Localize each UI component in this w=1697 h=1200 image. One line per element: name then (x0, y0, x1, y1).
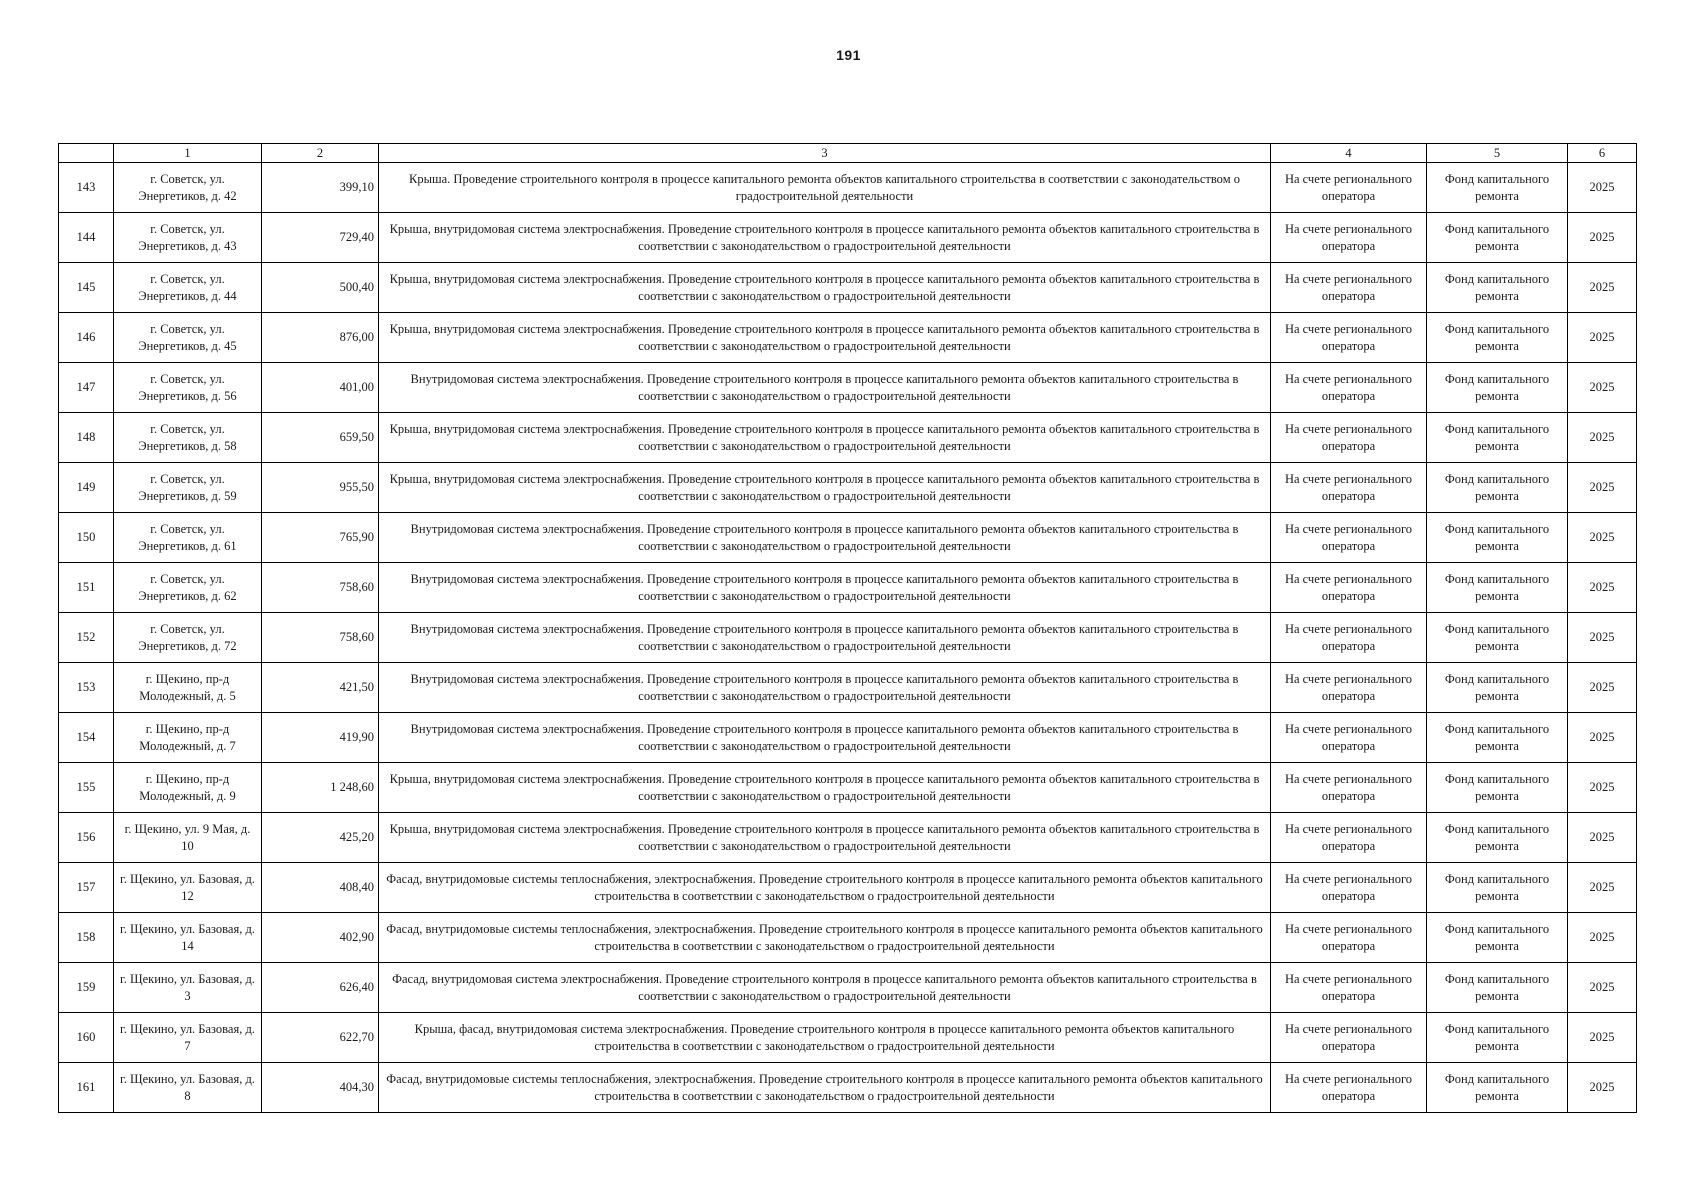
table-row (59, 763, 1637, 813)
account-cell: На счете регионального оператора (1271, 763, 1427, 813)
table-row (59, 713, 1637, 763)
column-header: 1 (114, 144, 262, 163)
table-row (59, 363, 1637, 413)
fund-cell: Фонд капитального ремонта (1427, 213, 1568, 263)
account-cell: На счете регионального оператора (1271, 813, 1427, 863)
table-row (59, 513, 1637, 563)
year-cell: 2025 (1568, 263, 1637, 313)
works-cell: Крыша, внутридомовая система электроснабжения. Проведение строительного контроля в процессе капитального ремонта объектов капитального строительства в соответствии с законодательством о градостроительной деятельности (379, 413, 1271, 463)
year-cell: 2025 (1568, 413, 1637, 463)
area-cell: 1 248,60 (262, 763, 379, 813)
row-number: 147 (59, 363, 114, 413)
area-cell: 955,50 (262, 463, 379, 513)
year-cell: 2025 (1568, 313, 1637, 363)
year-cell: 2025 (1568, 163, 1637, 213)
address-cell: г. Щекино, ул. Базовая, д. 12 (114, 863, 262, 913)
works-cell: Внутридомовая система электроснабжения. Проведение строительного контроля в процессе капитального ремонта объектов капитального строительства в соответствии с законодательством о градостроительной деятельности (379, 363, 1271, 413)
works-cell: Фасад, внутридомовые системы теплоснабжения, электроснабжения. Проведение строительного контроля в процессе капитального ремонта объектов капитального строительства в соответствии с законодательством о градостроительной деятельности (379, 1063, 1271, 1113)
area-cell: 425,20 (262, 813, 379, 863)
row-number: 154 (59, 713, 114, 763)
year-cell: 2025 (1568, 913, 1637, 963)
table-row (59, 813, 1637, 863)
row-number: 150 (59, 513, 114, 563)
address-cell: г. Советск, ул. Энергетиков, д. 56 (114, 363, 262, 413)
works-cell: Внутридомовая система электроснабжения. Проведение строительного контроля в процессе капитального ремонта объектов капитального строительства в соответствии с законодательством о градостроительной деятельности (379, 613, 1271, 663)
account-cell: На счете регионального оператора (1271, 213, 1427, 263)
column-number-row (59, 144, 1637, 163)
area-cell: 421,50 (262, 663, 379, 713)
year-cell: 2025 (1568, 1013, 1637, 1063)
area-cell: 659,50 (262, 413, 379, 463)
column-header-blank (59, 144, 114, 163)
works-cell: Фасад, внутридомовые системы теплоснабжения, электроснабжения. Проведение строительного контроля в процессе капитального ремонта объектов капитального строительства в соответствии с законодательством о градостроительной деятельности (379, 863, 1271, 913)
address-cell: г. Щекино, пр-д Молодежный, д. 9 (114, 763, 262, 813)
account-cell: На счете регионального оператора (1271, 313, 1427, 363)
address-cell: г. Щекино, ул. 9 Мая, д. 10 (114, 813, 262, 863)
address-cell: г. Щекино, пр-д Молодежный, д. 5 (114, 663, 262, 713)
area-cell: 626,40 (262, 963, 379, 1013)
works-cell: Внутридомовая система электроснабжения. Проведение строительного контроля в процессе капитального ремонта объектов капитального строительства в соответствии с законодательством о градостроительной деятельности (379, 713, 1271, 763)
works-cell: Фасад, внутридомовая система электроснабжения. Проведение строительного контроля в процессе капитального ремонта объектов капитального строительства в соответствии с законодательством о градостроительной деятельности (379, 963, 1271, 1013)
area-cell: 876,00 (262, 313, 379, 363)
year-cell: 2025 (1568, 563, 1637, 613)
area-cell: 500,40 (262, 263, 379, 313)
row-number: 159 (59, 963, 114, 1013)
fund-cell: Фонд капитального ремонта (1427, 313, 1568, 363)
address-cell: г. Советск, ул. Энергетиков, д. 43 (114, 213, 262, 263)
row-number: 156 (59, 813, 114, 863)
capital-repair-table (58, 143, 1637, 1113)
row-number: 146 (59, 313, 114, 363)
fund-cell: Фонд капитального ремонта (1427, 563, 1568, 613)
account-cell: На счете регионального оператора (1271, 663, 1427, 713)
year-cell: 2025 (1568, 663, 1637, 713)
table-row (59, 463, 1637, 513)
fund-cell: Фонд капитального ремонта (1427, 763, 1568, 813)
account-cell: На счете регионального оператора (1271, 363, 1427, 413)
table-row (59, 963, 1637, 1013)
year-cell: 2025 (1568, 463, 1637, 513)
account-cell: На счете регионального оператора (1271, 863, 1427, 913)
account-cell: На счете регионального оператора (1271, 963, 1427, 1013)
table-row (59, 563, 1637, 613)
works-cell: Крыша, фасад, внутридомовая система электроснабжения. Проведение строительного контроля в процессе капитального ремонта объектов капитального строительства в соответствии с законодательством о градостроительной деятельности (379, 1013, 1271, 1063)
table-row (59, 863, 1637, 913)
address-cell: г. Советск, ул. Энергетиков, д. 59 (114, 463, 262, 513)
address-cell: г. Советск, ул. Энергетиков, д. 72 (114, 613, 262, 663)
account-cell: На счете регионального оператора (1271, 563, 1427, 613)
row-number: 160 (59, 1013, 114, 1063)
area-cell: 404,30 (262, 1063, 379, 1113)
year-cell: 2025 (1568, 813, 1637, 863)
account-cell: На счете регионального оператора (1271, 513, 1427, 563)
column-header: 2 (262, 144, 379, 163)
table-row (59, 313, 1637, 363)
year-cell: 2025 (1568, 1063, 1637, 1113)
fund-cell: Фонд капитального ремонта (1427, 413, 1568, 463)
fund-cell: Фонд капитального ремонта (1427, 1063, 1568, 1113)
works-cell: Внутридомовая система электроснабжения. Проведение строительного контроля в процессе капитального ремонта объектов капитального строительства в соответствии с законодательством о градостроительной деятельности (379, 563, 1271, 613)
row-number: 149 (59, 463, 114, 513)
fund-cell: Фонд капитального ремонта (1427, 963, 1568, 1013)
fund-cell: Фонд капитального ремонта (1427, 663, 1568, 713)
account-cell: На счете регионального оператора (1271, 413, 1427, 463)
works-cell: Крыша, внутридомовая система электроснабжения. Проведение строительного контроля в процессе капитального ремонта объектов капитального строительства в соответствии с законодательством о градостроительной деятельности (379, 313, 1271, 363)
row-number: 144 (59, 213, 114, 263)
area-cell: 401,00 (262, 363, 379, 413)
area-cell: 402,90 (262, 913, 379, 963)
row-number: 145 (59, 263, 114, 313)
year-cell: 2025 (1568, 213, 1637, 263)
table-body (59, 163, 1637, 1113)
year-cell: 2025 (1568, 713, 1637, 763)
address-cell: г. Щекино, ул. Базовая, д. 14 (114, 913, 262, 963)
fund-cell: Фонд капитального ремонта (1427, 463, 1568, 513)
account-cell: На счете регионального оператора (1271, 613, 1427, 663)
fund-cell: Фонд капитального ремонта (1427, 913, 1568, 963)
account-cell: На счете регионального оператора (1271, 1013, 1427, 1063)
area-cell: 408,40 (262, 863, 379, 913)
column-header: 6 (1568, 144, 1637, 163)
year-cell: 2025 (1568, 613, 1637, 663)
row-number: 148 (59, 413, 114, 463)
works-cell: Крыша, внутридомовая система электроснабжения. Проведение строительного контроля в процессе капитального ремонта объектов капитального строительства в соответствии с законодательством о градостроительной деятельности (379, 813, 1271, 863)
fund-cell: Фонд капитального ремонта (1427, 863, 1568, 913)
table-row (59, 1013, 1637, 1063)
page-number: 191 (836, 47, 861, 63)
year-cell: 2025 (1568, 863, 1637, 913)
account-cell: На счете регионального оператора (1271, 913, 1427, 963)
works-cell: Крыша. Проведение строительного контроля в процессе капитального ремонта объектов капитального строительства в соответствии с законодательством о градостроительной деятельности (379, 163, 1271, 213)
fund-cell: Фонд капитального ремонта (1427, 163, 1568, 213)
column-header: 3 (379, 144, 1271, 163)
fund-cell: Фонд капитального ремонта (1427, 713, 1568, 763)
address-cell: г. Щекино, пр-д Молодежный, д. 7 (114, 713, 262, 763)
account-cell: На счете регионального оператора (1271, 713, 1427, 763)
row-number: 161 (59, 1063, 114, 1113)
row-number: 153 (59, 663, 114, 713)
account-cell: На счете регионального оператора (1271, 1063, 1427, 1113)
area-cell: 399,10 (262, 163, 379, 213)
account-cell: На счете регионального оператора (1271, 263, 1427, 313)
row-number: 155 (59, 763, 114, 813)
fund-cell: Фонд капитального ремонта (1427, 613, 1568, 663)
area-cell: 758,60 (262, 563, 379, 613)
table-row (59, 663, 1637, 713)
address-cell: г. Советск, ул. Энергетиков, д. 44 (114, 263, 262, 313)
address-cell: г. Щекино, ул. Базовая, д. 8 (114, 1063, 262, 1113)
column-header: 4 (1271, 144, 1427, 163)
table-row (59, 1063, 1637, 1113)
table-row (59, 913, 1637, 963)
area-cell: 765,90 (262, 513, 379, 563)
works-cell: Крыша, внутридомовая система электроснабжения. Проведение строительного контроля в процессе капитального ремонта объектов капитального строительства в соответствии с законодательством о градостроительной деятельности (379, 263, 1271, 313)
year-cell: 2025 (1568, 963, 1637, 1013)
fund-cell: Фонд капитального ремонта (1427, 263, 1568, 313)
table-row (59, 263, 1637, 313)
area-cell: 419,90 (262, 713, 379, 763)
fund-cell: Фонд капитального ремонта (1427, 513, 1568, 563)
area-cell: 622,70 (262, 1013, 379, 1063)
year-cell: 2025 (1568, 763, 1637, 813)
address-cell: г. Советск, ул. Энергетиков, д. 62 (114, 563, 262, 613)
account-cell: На счете регионального оператора (1271, 163, 1427, 213)
area-cell: 758,60 (262, 613, 379, 663)
works-cell: Фасад, внутридомовые системы теплоснабжения, электроснабжения. Проведение строительного контроля в процессе капитального ремонта объектов капитального строительства в соответствии с законодательством о градостроительной деятельности (379, 913, 1271, 963)
table-row (59, 613, 1637, 663)
works-cell: Внутридомовая система электроснабжения. Проведение строительного контроля в процессе капитального ремонта объектов капитального строительства в соответствии с законодательством о градостроительной деятельности (379, 513, 1271, 563)
row-number: 157 (59, 863, 114, 913)
column-header: 5 (1427, 144, 1568, 163)
row-number: 158 (59, 913, 114, 963)
works-cell: Крыша, внутридомовая система электроснабжения. Проведение строительного контроля в процессе капитального ремонта объектов капитального строительства в соответствии с законодательством о градостроительной деятельности (379, 213, 1271, 263)
fund-cell: Фонд капитального ремонта (1427, 813, 1568, 863)
area-cell: 729,40 (262, 213, 379, 263)
address-cell: г. Советск, ул. Энергетиков, д. 58 (114, 413, 262, 463)
year-cell: 2025 (1568, 513, 1637, 563)
address-cell: г. Щекино, ул. Базовая, д. 3 (114, 963, 262, 1013)
row-number: 151 (59, 563, 114, 613)
address-cell: г. Советск, ул. Энергетиков, д. 42 (114, 163, 262, 213)
address-cell: г. Советск, ул. Энергетиков, д. 45 (114, 313, 262, 363)
works-cell: Крыша, внутридомовая система электроснабжения. Проведение строительного контроля в процессе капитального ремонта объектов капитального строительства в соответствии с законодательством о градостроительной деятельности (379, 763, 1271, 813)
table-row (59, 163, 1637, 213)
row-number: 143 (59, 163, 114, 213)
table-row (59, 213, 1637, 263)
row-number: 152 (59, 613, 114, 663)
address-cell: г. Щекино, ул. Базовая, д. 7 (114, 1013, 262, 1063)
fund-cell: Фонд капитального ремонта (1427, 1013, 1568, 1063)
works-cell: Внутридомовая система электроснабжения. Проведение строительного контроля в процессе капитального ремонта объектов капитального строительства в соответствии с законодательством о градостроительной деятельности (379, 663, 1271, 713)
fund-cell: Фонд капитального ремонта (1427, 363, 1568, 413)
address-cell: г. Советск, ул. Энергетиков, д. 61 (114, 513, 262, 563)
works-cell: Крыша, внутридомовая система электроснабжения. Проведение строительного контроля в процессе капитального ремонта объектов капитального строительства в соответствии с законодательством о градостроительной деятельности (379, 463, 1271, 513)
year-cell: 2025 (1568, 363, 1637, 413)
account-cell: На счете регионального оператора (1271, 463, 1427, 513)
table-row (59, 413, 1637, 463)
